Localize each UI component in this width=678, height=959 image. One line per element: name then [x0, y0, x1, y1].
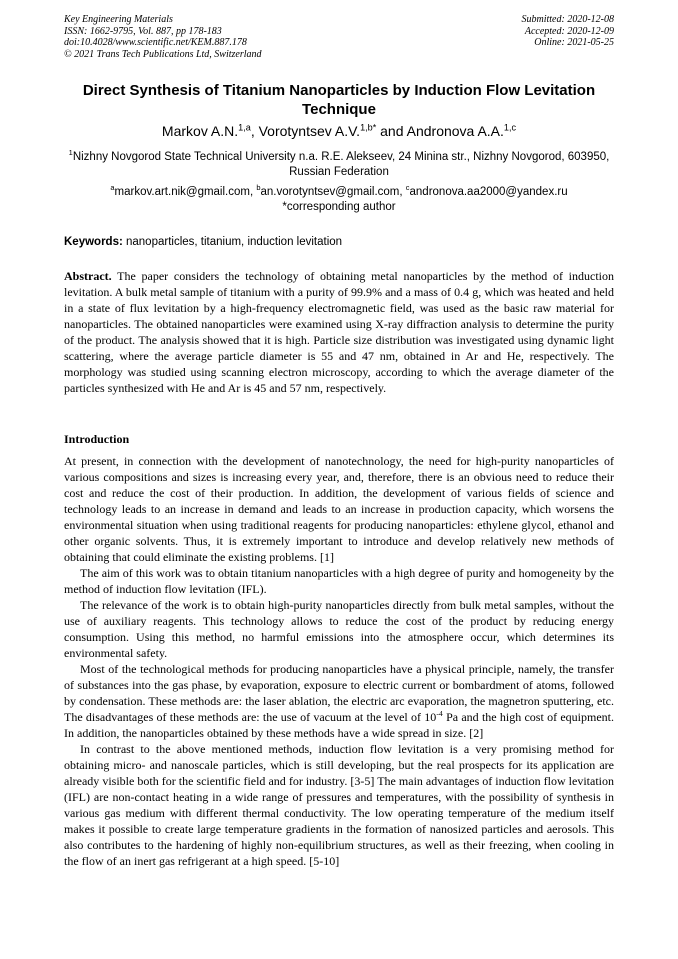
- email-link[interactable]: andronova.aa2000@yandex.ru: [409, 186, 568, 198]
- section-heading-introduction: Introduction: [64, 432, 130, 446]
- author-name: Andronova A.A.: [406, 123, 504, 139]
- email-superscript: c: [405, 183, 410, 193]
- author-emails: [64, 185, 614, 214]
- author-superscript: 1,b*: [360, 122, 377, 133]
- author-superscript: 1,a: [238, 122, 251, 133]
- abstract: [64, 268, 614, 396]
- abstract-label: Abstract.: [64, 269, 112, 283]
- author-superscript: 1,c: [503, 122, 517, 133]
- email-superscript: a: [110, 183, 115, 193]
- author-separator: ,: [250, 123, 259, 139]
- journal-doi: doi:10.4028/www.scientific.net/KEM.887.178: [64, 37, 247, 48]
- author-name: Vorotyntsev A.V.: [258, 123, 361, 139]
- exponent: -4: [436, 709, 443, 718]
- paragraph-text: Most of the technological methods for producing nanoparticles have a physical principle, namely, the transfer of substances into the gas phase, by evaporation, exposure to electric current or bombardment of atoms, followed by condensation. These methods are: the laser ablation, the electric arc evaporation, the magnetron sputtering, etc. The disadvantages of these methods are: the use of vacuum at the level of 10: [64, 662, 614, 724]
- keywords-text: nanoparticles, titanium, induction levitation: [122, 236, 343, 248]
- date-online: Online: 2021-05-25: [534, 37, 614, 48]
- date-accepted: Accepted: 2020-12-09: [524, 25, 614, 37]
- email-superscript: b: [256, 183, 261, 193]
- keywords-label: Keywords:: [64, 236, 123, 248]
- paragraph: The aim of this work was to obtain titanium nanoparticles with a high degree of purity and homogeneity by the method of induction flow levitation (IFL).: [64, 566, 614, 596]
- abstract-text: The paper considers the technology of obtaining metal nanoparticles by the method of induction levitation. A bulk metal sample of titanium with a purity of 99.9% and a mass of 0.4 g, which was heated and held in a state of flux levitation by a high-frequency electromagnetic field, was used as the basic raw material for nanoparticles. The obtained nanoparticles were examined using X-ray diffraction analysis to determine the purity of the product. The analysis showed that it is high. Particle size distribution was investigated using dynamic light scattering, where the average particle diameter is 55 and 47 nm, obtained in Ar and He, respectively. The morphology was studied using scanning electron microscopy, according to which the average diameter of the particles synthesized with He and Ar is 45 and 57 nm, respectively.: [64, 269, 614, 395]
- author-list: [60, 123, 618, 140]
- paragraph: In contrast to the above mentioned methods, induction flow levitation is a very promising method for obtaining micro- and nanoscale particles, which is still developing, but the real prospects for its application are already visible both for the scientific field and for industry. [3-5] The main advantages of induction flow levitation (IFL) are non-contact heating in a wide range of pressures and temperatures, with the possibility of synthesis in various gas medium with different thermal conductivity. The low operating temperature of the medium itself makes it possible to create large temperature gradients in the formation of nanosized particles and aerosols. This also contributes to the hardening of highly non-equilibrium structures, as well as their freezing, when cooling in the flow of an inert gas refrigerant at a high speed. [5-10]: [64, 742, 614, 868]
- introduction-body: [64, 453, 614, 869]
- paragraph-text: Pa and the high cost of equipment. In addition, the nanoparticles obtained by these methods have a wide spread in size. [2]: [64, 710, 614, 740]
- journal-name: Key Engineering Materials: [64, 14, 173, 25]
- affiliation-superscript: 1: [68, 148, 73, 158]
- publication-dates: [522, 14, 615, 49]
- keywords: [64, 235, 614, 249]
- affiliation: [64, 150, 614, 180]
- email-link[interactable]: markov.art.nik@gmail.com,: [114, 186, 257, 198]
- paragraph: The relevance of the work is to obtain high-purity nanoparticles directly from bulk metal samples, without the use of auxiliary reagents. This technology allows to reduce the cost of the product by reducing energy consumption. Using this method, no harmful emissions into the atmosphere occur, which determines its environmental safety.: [64, 598, 614, 660]
- email-line: [64, 185, 614, 200]
- email-link[interactable]: an.vorotyntsev@gmail.com,: [260, 186, 406, 198]
- paragraph: [64, 661, 614, 741]
- corresponding-author-note: *corresponding author: [282, 200, 396, 213]
- journal-info: [64, 14, 262, 60]
- author-name: Markov A.N.: [161, 123, 239, 139]
- paper-title: Direct Synthesis of Titanium Nanoparticles by Induction Flow Levitation Technique: [82, 82, 596, 118]
- paragraph: At present, in connection with the development of nanotechnology, the need for high-purity nanoparticles of various compositions and sizes is increasing every year, and, therefore, there is an obvious need to reduce their cost and reduce the cost of their production. In addition, the development of various fields of science and technology leads to an increase in demand and leads to an increase in production capacity, which worsens the environmental situation when using traditional reagents for producing nanoparticles: ethylene glycol, ethanol and other organic solvents. Thus, it is extremely important to introduce and develop relatively new methods of obtaining that could eliminate the existing problems. [1]: [64, 454, 614, 564]
- affiliation-text: Nizhny Novgorod State Technical University n.a. R.E. Alekseev, 24 Minina str., Nizhny Novgorod, 603950, Russian Federation: [72, 151, 610, 178]
- author-separator: and: [376, 123, 407, 139]
- date-submitted: Submitted: 2020-12-08: [521, 14, 614, 25]
- journal-copyright: © 2021 Trans Tech Publications Ltd, Switzerland: [64, 48, 262, 60]
- journal-issn: ISSN: 1662-9795, Vol. 887, pp 178-183: [64, 25, 222, 37]
